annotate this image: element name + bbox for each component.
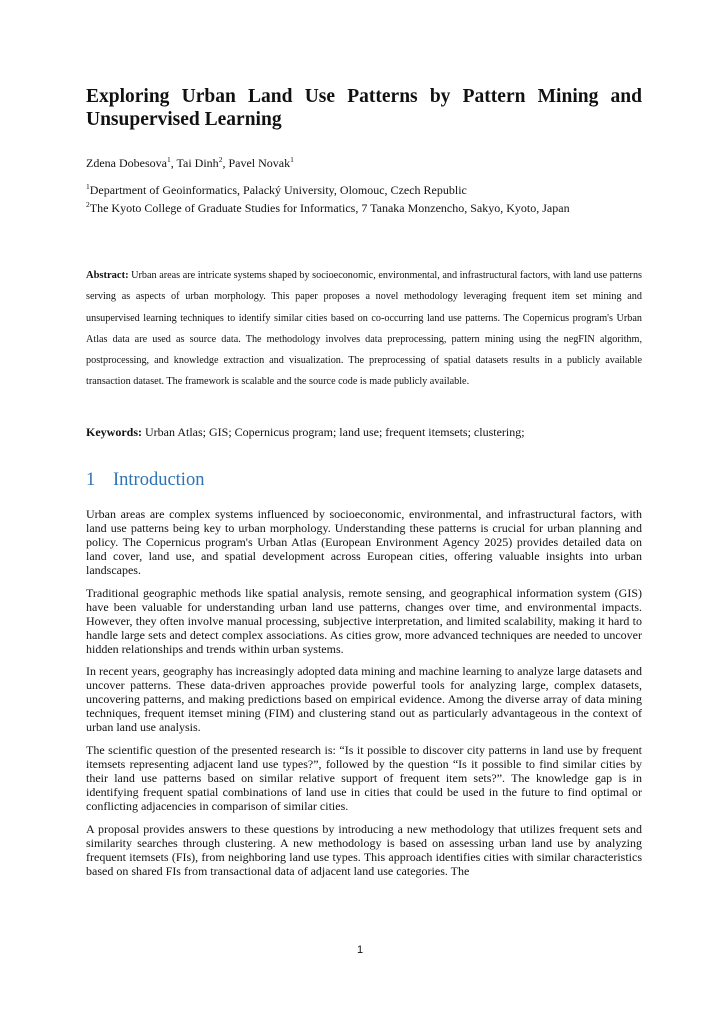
section-number: 1 — [86, 470, 96, 490]
author: Zdena Dobesova$^1$, — [86, 155, 177, 170]
abstract-text: Urban areas are intricate systems shaped by socioeconomic, environmental, and infrastructural factors, with land use patterns serving as aspects of urban morphology. This paper proposes a novel methodology leveraging frequent item set mining and unsupervised learning techniques to identify similar cities based on co-occurring land use patterns. The Copernicus program's Urban Atlas data are used as source data. The methodology involves data preprocessing, pattern mining using the negFIN algorithm, postprocessing, and knowledge extraction and visualization. The preprocessing of spatial datasets results in a publicly available transaction dataset. The framework is scalable and the source code is made publicly available. — [86, 270, 642, 388]
keywords-label: Keywords: — [86, 425, 142, 439]
page-number: 1 — [356, 944, 364, 956]
paragraph: A proposal provides answers to these questions by introducing a new methodology that utilizes frequent sets and similarity searches through clustering. A new methodology is based on assessing urban land use by analyzing frequent itemsets (FIs), from neighboring land use types. This approach identifies cities with similar characteristics based on shared FIs from transactional data of adjacent land use categories. The — [86, 821, 642, 878]
section-body — [86, 507, 642, 886]
paragraph: The scientific question of the presented research is: “Is it possible to discover city patterns in land use by frequent itemsets representing adjacent land use types?”, followed by the question “Is it possible to find similar cities by their land use patterns based on similar relative support of frequent item sets?”. The knowledge gap is in identifying frequent spatial combinations of land use in cities that could be used in the future to find optimal or conflicting adjacencies in comparison of similar cities. — [86, 743, 642, 814]
paper-title: Exploring Urban Land Use Patterns by Pattern Mining and Unsupervised Learning — [86, 86, 642, 130]
keywords — [86, 425, 642, 439]
section-title: Introduction — [113, 470, 205, 490]
paragraph: Traditional geographic methods like spatial analysis, remote sensing, and geographical information system (GIS) have been valuable for understanding urban land use patterns, changes over time, and environmental impacts. However, they often involve manual processing, subjective interpretation, and limited scalability, making it hard to handle large sets and detect complex associations. As cities grow, more advanced techniques are needed to uncover hidden relationships and trends within urban systems. — [86, 585, 642, 656]
author: Tai Dinh$^2$, — [176, 155, 229, 170]
author: Pavel Novak$^1$ — [228, 155, 294, 170]
author-list — [86, 156, 294, 170]
abstract-label: Abstract: — [86, 270, 129, 281]
paragraph: In recent years, geography has increasingly adopted data mining and machine learning to analyze large datasets and uncover patterns. These data-driven approaches provide powerful tools for analyzing large, complex datasets, uncovering patterns, and making predictions based on empirical evidence. Among the diverse array of data mining techniques, frequent itemset mining (FIM) and clustering stand out as particularly advantageous in the context of urban land use analysis. — [86, 664, 642, 735]
abstract — [86, 265, 642, 393]
paragraph: Urban areas are complex systems influenced by socioeconomic, environmental, and infrastructural factors, with land use patterns being key to urban morphology. Understanding these patterns is crucial for urban planning and policy. The Copernicus program's Urban Atlas (European Environment Agency 2025) provides detailed data on land cover, land use, and spatial development across European cities, offering valuable insights into urban landscapes. — [86, 507, 642, 577]
section-heading — [86, 469, 204, 491]
affiliation: $^1$Department of Geoinformatics, Palacký University, Olomouc, Czech Republic — [86, 182, 467, 197]
affiliation: $^2$The Kyoto College of Graduate Studies for Informatics, 7 Tanaka Monzencho, Sakyo, Kyoto, Japan — [86, 200, 570, 215]
keywords-text: Urban Atlas; GIS; Copernicus program; land use; frequent itemsets; clustering; — [145, 425, 525, 439]
